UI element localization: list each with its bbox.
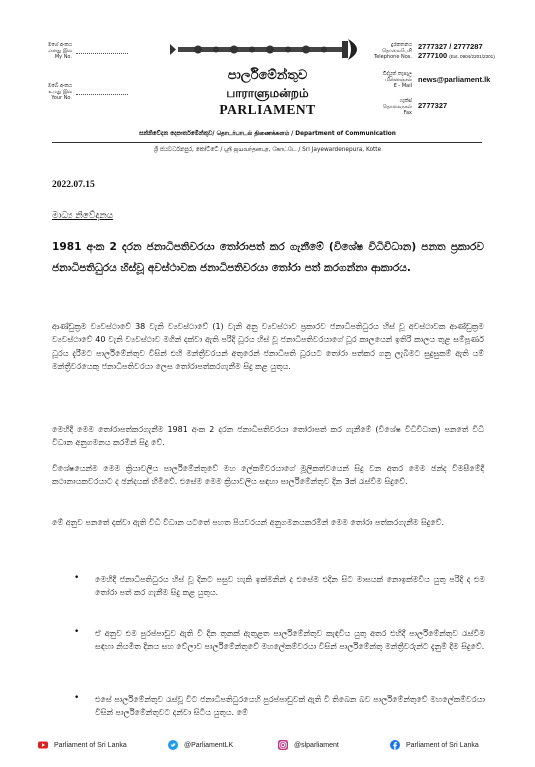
header-divider: [52, 142, 482, 143]
department-name: සන්නිවේදන දෙපාර්තමේන්තුව/ தொடர்பாடல் திணைக்களம் / Department of Communication: [139, 131, 396, 137]
bullet-item-1: මෙහිදී ජනාධිපතිධුරය හිස් වූ දිනට පසුව හැකි ඉක්මනින් ද එසේම එදින සිට මාසයක් නොඉක්මවිය යුතු පරිදි ද එම තෝරා පත් කර ගැනීම සිදු කළ යුතුය.: [95, 575, 485, 598]
document-subject: 1981 අංක 2 දරන ජනාධිපතිවරයා තෝරාපත් කර ගැනීමේ (විශේෂ විධිවිධාන) පනත ප්‍රකාරව ජනාධිපතිධුරය හිස්වූ අවස්ථාවක ජනාධිපතිවරයා තෝරා පත් කරගන්නා ආකාරය.: [52, 241, 484, 274]
bullet-marker-3: •: [74, 693, 80, 703]
fax-number: 2777327: [418, 101, 448, 110]
telephone-1: 2777327 / 2777287: [418, 42, 483, 51]
contact-details: [372, 42, 532, 120]
document-heading: මාධ්‍ය නිවේදනය: [52, 211, 114, 221]
facebook-icon: [390, 740, 400, 750]
parliament-mace-emblem: [168, 35, 368, 65]
instagram-icon: [278, 740, 288, 750]
youtube-icon: [38, 740, 48, 750]
footer-instagram[interactable]: @slparliament: [278, 740, 339, 750]
document-date: 2022.07.15: [52, 180, 95, 190]
email-address[interactable]: news@parliament.lk: [418, 75, 491, 84]
fax-row: ෆැක්ස් தொலைநகல் Fax 2777327: [382, 98, 448, 117]
my-no-blank: [76, 42, 128, 54]
social-footer: [0, 737, 535, 755]
email-row: විද්යුත් තැපැල மின்னஞ்சல் E - Mail news@parliament.lk: [382, 71, 491, 90]
telephone-row: දුරකතනය தொலைபேசி Telephone Nos. 2777327 / 2777287 2777100 (Ext. 0904/2201/2301): [374, 42, 495, 61]
title-english: PARLIAMENT: [219, 102, 316, 117]
your-no-labels: ඔබේ අංකය உமது இல Your No.: [47, 82, 72, 102]
bullet-item-2: ඒ අනුව එම පුරප්පාඩුව ඇති වී දින තුනක් ඇතුළත පාර්ලිමේන්තුව කැඳවිය යුතු අතර එහිදී පාර්ලිමේන්තුව රැස්වීම සඳහා නියමිත දිනය සහ වේලාව පාර්ලිමේන්තුවේ මහලේකම්වරයා විසින් පාර්ලිමේන්තු මන්ත්‍රීවරුන්ට දැනුම් දිම සිදුවේ.: [95, 629, 485, 652]
paragraph-4: මේ අනුව පනතේ දක්වා ඇති විධි විධාන යටතේ පහත පියවරයන් අනුගමනයකරමින් මෙම තෝරා පත්කරගැනීම සිදුවේ.: [52, 518, 445, 527]
footer-youtube[interactable]: Parliament of Sri Lanka: [38, 740, 127, 750]
paragraph-3: විශේෂයෙන්ම මෙම ක්‍රියාවලිය පාර්ලිමේන්තුවේ මහ ලේකම්වරයාගේ මූලිකත්වයෙන් සිදු වන අතර මෙම ඡන්ද විමසීමේදී කථානායකවරයාට ද ඡන්දයක් හිමිවේ. එසේම මෙම ක්‍රියාවලිය සඳහා පාර්ලිමේන්තුව දින 3ක් රැස්වීම සිදුවේ.: [52, 464, 484, 487]
bullet-marker-1: •: [74, 573, 80, 583]
twitter-icon: [168, 740, 178, 750]
title-sinhala: පාර්ලිමේන්තුව: [227, 68, 308, 83]
bullet-item-3: එසේ පාර්ලිමේන්තුව රැස්වූ විට ජනාධිපතිධුරයෙහි පුරප්පාඩුවක් ඇති වී තිබෙන බව පාර්ලිමේන්තුවේ මහලේකම්වරයා විසින් පාර්ලිමේන්තුවට දන්වා සිටිය යුතුය. මේ: [95, 695, 485, 718]
my-no-field: [18, 42, 128, 61]
paragraph-2: මෙහිදී මෙම තෝරාපත්කරගැනීම 1981 අංක 2 දරන ජනාධිපතිවරයා තෝරාපත් කර ගැනීමේ (විශේෂ විධිවිධාන) පනතේ විධි විධාන අනුගමනය කරමින් සිදු වේ.: [52, 425, 484, 448]
paragraph-1: ආණ්ඩුක්‍රම ව්‍යවස්ථාවේ 38 වැනි ව්‍යවස්ථාවේ (1) වැනි අනු ව්‍යවස්ථාව ප්‍රකාරව ජනාධිපතිධුරය හිස් වූ අවස්ථාවක ආණ්ඩුක්‍රම ව්‍යවස්ථාවේ 40 වැනි ව්‍යවස්ථාව මගින් දක්වා ඇති පරිදි ධූරය හිස් වූ ජනාධිපතිවරයාගේ ධූර කාලයෙන් ඉතිරි කාලය තුළ සම්පූර්ණ ධූරය දැරීමට පාර්ලිමේන්තුව විසින් එහි මන්ත්‍රීවරයන් අතුරෙන් ජනාධිපති ධූරයට තෝරා පත්කර ගනු ලැබීමට සුදුසුකම් ඇති යම් මන්ත්‍රීවරයෙකු ජනාධිපතිවරයා ලෙස තෝරාපත්කරගැනීම සිදු කළ යුතුය.: [52, 322, 484, 372]
title-tamil: பாராளுமன்றம்: [226, 86, 309, 100]
bullet-marker-2: •: [74, 627, 80, 637]
telephone-2: 2777100 (Ext. 0904/2201/2301): [418, 51, 495, 60]
address: ශ්‍රී ජයවර්ධනපුර, කෝට්ටේ / ஸ்ரீ ஜயவர்தனபுர, கோட்டே / Sri Jayewardenepura, Kotte: [153, 147, 382, 153]
footer-facebook[interactable]: Parliament of Sri Lanka: [390, 740, 479, 750]
my-no-labels: මගේ අංකය எனது இல My No.: [47, 42, 72, 61]
footer-twitter[interactable]: @ParliamentLK: [168, 740, 233, 750]
